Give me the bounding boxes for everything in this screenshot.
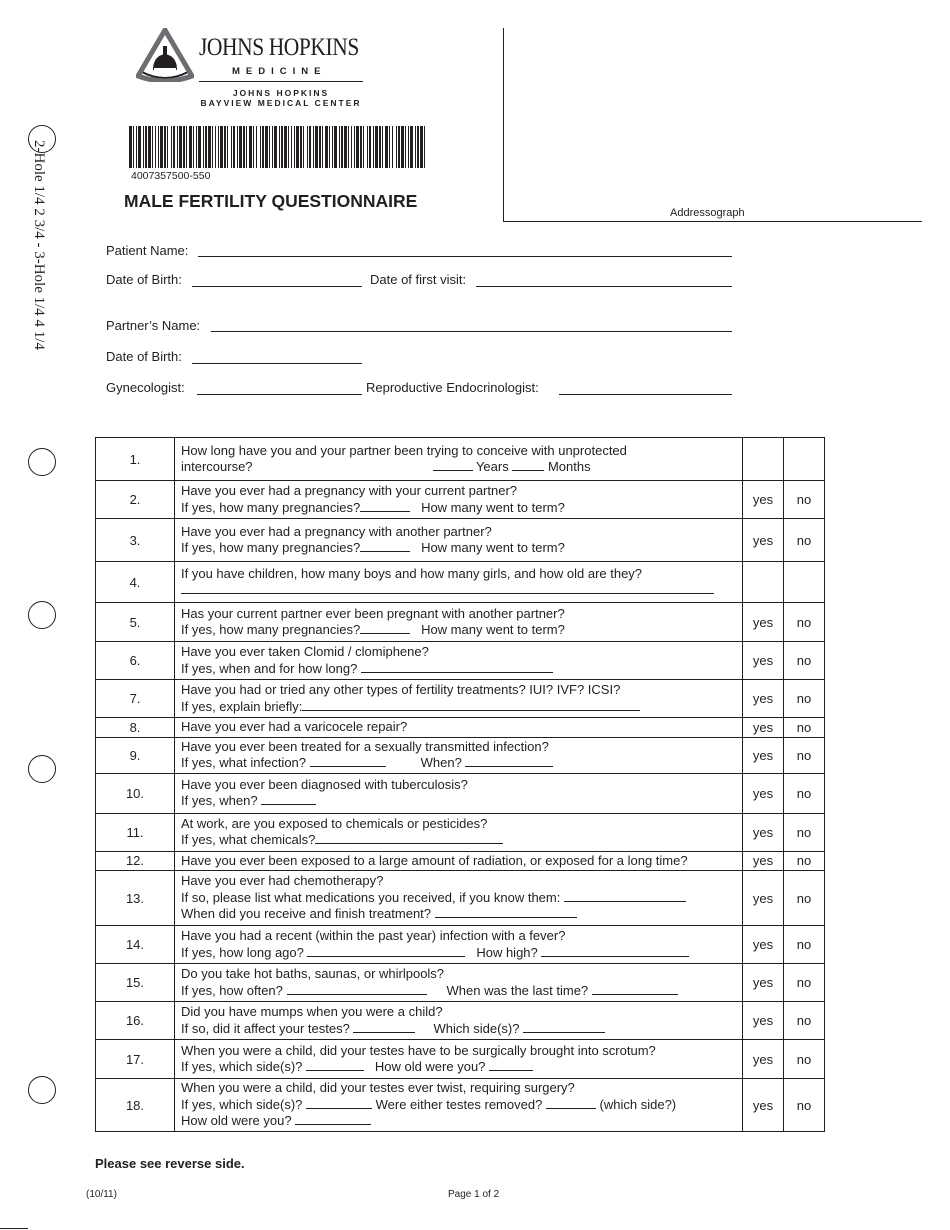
no-option[interactable]: no bbox=[784, 680, 825, 718]
question-row bbox=[96, 773, 825, 813]
barcode-bar bbox=[189, 126, 192, 168]
barcode-bar bbox=[373, 126, 374, 168]
answer-blank[interactable] bbox=[181, 583, 714, 594]
no-option[interactable]: no bbox=[784, 1002, 825, 1040]
question-text: At work, are you exposed to chemicals or pesticides? If yes, what chemicals? bbox=[175, 813, 743, 851]
question-text: How long have you and your partner been trying to conceive with unprotected intercourse? Years Months bbox=[175, 438, 743, 481]
barcode-bar bbox=[315, 126, 318, 168]
binder-hole bbox=[28, 601, 56, 629]
barcode-bar bbox=[158, 126, 159, 168]
yes-option[interactable]: yes bbox=[743, 718, 784, 738]
question-text: Have you ever been treated for a sexually transmitted infection? If yes, what infection? When? bbox=[175, 737, 743, 773]
barcode-bar bbox=[272, 126, 273, 168]
answer-blank[interactable] bbox=[310, 756, 386, 767]
question-number: 16. bbox=[96, 1002, 175, 1040]
barcode-bar bbox=[133, 126, 134, 168]
barcode-bar bbox=[291, 126, 292, 168]
corner-mark bbox=[0, 1228, 28, 1229]
question-text: Have you ever had a pregnancy with another partner? If yes, how many pregnancies? How many went to term? bbox=[175, 519, 743, 562]
yes-option[interactable]: yes bbox=[743, 1040, 784, 1079]
barcode-bar bbox=[401, 126, 404, 168]
binder-hole bbox=[28, 1076, 56, 1104]
barcode-bar bbox=[307, 126, 308, 168]
barcode-bar bbox=[281, 126, 283, 168]
barcode-bar bbox=[392, 126, 393, 168]
question-row bbox=[96, 438, 825, 481]
barcode-bar bbox=[179, 126, 182, 168]
barcode-bar bbox=[382, 126, 383, 168]
question-text: Did you have mumps when you were a child? If so, did it affect your testes? Which side(s)? bbox=[175, 1002, 743, 1040]
first-visit-field[interactable] bbox=[476, 286, 732, 287]
barcode-bar bbox=[177, 126, 178, 168]
addressograph-label: Addressograph bbox=[670, 207, 745, 219]
question-row bbox=[96, 964, 825, 1002]
yes-option[interactable]: yes bbox=[743, 1002, 784, 1040]
barcode-bar bbox=[160, 126, 163, 168]
logo-divider bbox=[199, 81, 363, 82]
barcode bbox=[129, 126, 427, 168]
question-text: Have you ever had chemotherapy? If so, please list what medications you received, if you know them: When did you receive and finish treatment? bbox=[175, 871, 743, 926]
barcode-bar bbox=[212, 126, 213, 168]
yes-option[interactable]: yes bbox=[743, 813, 784, 851]
revision-date: (10/11) bbox=[86, 1189, 117, 1200]
yes-option[interactable]: yes bbox=[743, 519, 784, 562]
gynecologist-label: Gynecologist: bbox=[106, 380, 185, 395]
answer-blank[interactable] bbox=[592, 984, 678, 995]
question-text: Have you ever taken Clomid / clomiphene? If yes, when and for how long? bbox=[175, 642, 743, 680]
barcode-bar bbox=[279, 126, 280, 168]
barcode-bar bbox=[309, 126, 311, 168]
answer-blank[interactable] bbox=[261, 794, 316, 805]
binder-hole bbox=[28, 448, 56, 476]
logo-center-line1: JOHNS HOPKINS bbox=[232, 88, 330, 98]
questionnaire-table bbox=[95, 437, 825, 1132]
barcode-bar bbox=[341, 126, 343, 168]
no-option[interactable]: no bbox=[784, 773, 825, 813]
yes-option[interactable]: yes bbox=[743, 642, 784, 680]
barcode-bar bbox=[196, 126, 197, 168]
answer-blank[interactable] bbox=[546, 1098, 596, 1109]
answer-blank[interactable] bbox=[465, 756, 553, 767]
barcode-bar bbox=[369, 126, 371, 168]
answer-blank[interactable] bbox=[307, 946, 465, 957]
barcode-bar bbox=[329, 126, 330, 168]
yes-option[interactable]: yes bbox=[743, 964, 784, 1002]
barcode-bar bbox=[136, 126, 137, 168]
logo-center-line2: BAYVIEW MEDICAL CENTER bbox=[200, 98, 362, 108]
barcode-bar bbox=[260, 126, 261, 168]
question-row bbox=[96, 519, 825, 562]
barcode-bar bbox=[237, 126, 238, 168]
question-row bbox=[96, 562, 825, 603]
answer-blank[interactable] bbox=[360, 541, 410, 552]
yes-option[interactable]: yes bbox=[743, 603, 784, 642]
barcode-bar bbox=[344, 126, 347, 168]
barcode-bar bbox=[208, 126, 211, 168]
barcode-bar bbox=[415, 126, 416, 168]
no-option[interactable]: no bbox=[784, 519, 825, 562]
partner-name-field[interactable] bbox=[211, 331, 732, 332]
barcode-bar bbox=[220, 126, 223, 168]
question-text: Do you take hot baths, saunas, or whirlpools? If yes, how often? When was the last time? bbox=[175, 964, 743, 1002]
question-row bbox=[96, 603, 825, 642]
question-number: 7. bbox=[96, 680, 175, 718]
barcode-bar bbox=[408, 126, 409, 168]
answer-blank[interactable] bbox=[361, 662, 553, 673]
question-row bbox=[96, 642, 825, 680]
no-option[interactable]: no bbox=[784, 603, 825, 642]
barcode-bar bbox=[138, 126, 141, 168]
question-number: 9. bbox=[96, 737, 175, 773]
question-number: 1. bbox=[96, 438, 175, 481]
repro-endo-field[interactable] bbox=[559, 394, 732, 395]
barcode-bar bbox=[265, 126, 268, 168]
answer-blank[interactable] bbox=[523, 1022, 605, 1033]
no-option[interactable]: no bbox=[784, 1079, 825, 1132]
yes-option[interactable]: yes bbox=[743, 926, 784, 964]
question-row bbox=[96, 680, 825, 718]
barcode-bar bbox=[269, 126, 270, 168]
yes-option[interactable]: yes bbox=[743, 871, 784, 926]
question-row bbox=[96, 481, 825, 519]
answer-blank[interactable] bbox=[295, 1114, 371, 1125]
barcode-bar bbox=[152, 126, 153, 168]
yes-option[interactable]: yes bbox=[743, 773, 784, 813]
partner-dob-field[interactable] bbox=[192, 363, 362, 364]
question-number: 17. bbox=[96, 1040, 175, 1079]
barcode-bar bbox=[294, 126, 295, 168]
logo-wordmark: JOHNS HOPKINS bbox=[199, 34, 359, 61]
reverse-side-note: Please see reverse side. bbox=[95, 1156, 245, 1171]
barcode-bar bbox=[205, 126, 207, 168]
barcode-bar bbox=[332, 126, 333, 168]
barcode-bar bbox=[288, 126, 289, 168]
question-number: 11. bbox=[96, 813, 175, 851]
answer-blank[interactable] bbox=[353, 1022, 415, 1033]
question-row bbox=[96, 871, 825, 926]
barcode-bar bbox=[351, 126, 352, 168]
barcode-bar bbox=[215, 126, 216, 168]
barcode-bar bbox=[231, 126, 232, 168]
barcode-bar bbox=[367, 126, 368, 168]
question-row bbox=[96, 737, 825, 773]
addressograph-box-left bbox=[503, 28, 504, 221]
barcode-bar bbox=[410, 126, 413, 168]
barcode-bar bbox=[227, 126, 228, 168]
partner-name-label: Partner’s Name: bbox=[106, 318, 201, 333]
barcode-bar bbox=[233, 126, 235, 168]
question-text: Have you ever been exposed to a large amount of radiation, or exposed for a long time? bbox=[175, 851, 743, 871]
barcode-bar bbox=[173, 126, 175, 168]
no-option[interactable]: no bbox=[784, 964, 825, 1002]
barcode-bar bbox=[164, 126, 166, 168]
question-text: When you were a child, did your testes have to be surgically brought into scrotum? If yes, which side(s)? How old were you? bbox=[175, 1040, 743, 1079]
barcode-bar bbox=[313, 126, 314, 168]
no-option[interactable]: no bbox=[784, 871, 825, 926]
question-text: Have you ever been diagnosed with tuberculosis? If yes, when? bbox=[175, 773, 743, 813]
answer-blank[interactable] bbox=[541, 946, 689, 957]
question-text: When you were a child, did your testes ever twist, requiring surgery? If yes, which side(s)? Were either testes removed? (which side?) How old were you? bbox=[175, 1079, 743, 1132]
barcode-bar bbox=[246, 126, 247, 168]
question-number: 12. bbox=[96, 851, 175, 871]
answer-blank[interactable] bbox=[287, 984, 427, 995]
no-option[interactable]: no bbox=[784, 813, 825, 851]
barcode-bar bbox=[262, 126, 264, 168]
barcode-bar bbox=[203, 126, 204, 168]
barcode-bar bbox=[356, 126, 359, 168]
barcode-bar bbox=[420, 126, 423, 168]
no-option[interactable]: no bbox=[784, 481, 825, 519]
no-option[interactable]: no bbox=[784, 718, 825, 738]
yes-option[interactable]: yes bbox=[743, 481, 784, 519]
yes-option[interactable]: yes bbox=[743, 680, 784, 718]
barcode-bar bbox=[145, 126, 147, 168]
yes-option[interactable]: yes bbox=[743, 851, 784, 871]
barcode-bar bbox=[239, 126, 242, 168]
partner-dob-label: Date of Birth: bbox=[106, 349, 182, 364]
form-title: MALE FERTILITY QUESTIONNAIRE bbox=[124, 191, 418, 211]
question-row bbox=[96, 1040, 825, 1079]
answer-blank[interactable] bbox=[306, 1098, 372, 1109]
repro-endo-label: Reproductive Endocrinologist: bbox=[366, 380, 539, 395]
barcode-bar bbox=[375, 126, 378, 168]
answer-blank[interactable] bbox=[360, 501, 410, 512]
answer-blank[interactable] bbox=[315, 833, 503, 844]
barcode-bar bbox=[129, 126, 132, 168]
barcode-bar bbox=[193, 126, 194, 168]
barcode-bar bbox=[167, 126, 168, 168]
question-number: 15. bbox=[96, 964, 175, 1002]
barcode-bar bbox=[339, 126, 340, 168]
barcode-bar bbox=[256, 126, 257, 168]
barcode-bar bbox=[155, 126, 156, 168]
barcode-bar bbox=[303, 126, 304, 168]
question-number: 2. bbox=[96, 481, 175, 519]
barcode-bar bbox=[325, 126, 328, 168]
question-text: Have you had a recent (within the past year) infection with a fever? If yes, how long ago? How high? bbox=[175, 926, 743, 964]
question-row bbox=[96, 926, 825, 964]
yes-option[interactable]: yes bbox=[743, 737, 784, 773]
barcode-bar bbox=[284, 126, 287, 168]
hole-punch-guide: 2-Hole 1/4 2 3/4 - 3-Hole 1/4 4 1/4 bbox=[31, 140, 47, 350]
question-number: 14. bbox=[96, 926, 175, 964]
barcode-bar bbox=[379, 126, 381, 168]
hopkins-shield-logo bbox=[136, 28, 194, 82]
barcode-bar bbox=[224, 126, 226, 168]
barcode-bar bbox=[274, 126, 277, 168]
question-text: Have you ever had a pregnancy with your current partner? If yes, how many pregnancies? How many went to term? bbox=[175, 481, 743, 519]
barcode-bar bbox=[296, 126, 299, 168]
question-number: 3. bbox=[96, 519, 175, 562]
barcode-bar bbox=[424, 126, 425, 168]
barcode-bar bbox=[171, 126, 172, 168]
no-option[interactable]: no bbox=[784, 737, 825, 773]
barcode-bar bbox=[143, 126, 144, 168]
question-text: Have you had or tried any other types of fertility treatments? IUI? IVF? ICSI? If yes, explain briefly: bbox=[175, 680, 743, 718]
barcode-bar bbox=[348, 126, 349, 168]
question-number: 6. bbox=[96, 642, 175, 680]
patient-name-field[interactable] bbox=[198, 256, 732, 257]
barcode-bar bbox=[322, 126, 323, 168]
barcode-bar bbox=[249, 126, 252, 168]
barcode-bar bbox=[300, 126, 302, 168]
barcode-bar bbox=[319, 126, 321, 168]
barcode-bar bbox=[396, 126, 397, 168]
question-number: 8. bbox=[96, 718, 175, 738]
dob-label: Date of Birth: bbox=[106, 272, 182, 287]
question-number: 5. bbox=[96, 603, 175, 642]
barcode-number: 4007357500-550 bbox=[131, 170, 211, 182]
answer-blank[interactable] bbox=[306, 1060, 364, 1071]
dob-field[interactable] bbox=[192, 286, 362, 287]
question-text: Has your current partner ever been pregnant with another partner? If yes, how many pregnancies? How many went to term? bbox=[175, 603, 743, 642]
barcode-bar bbox=[363, 126, 364, 168]
answer-blank[interactable] bbox=[360, 623, 410, 634]
barcode-bar bbox=[385, 126, 388, 168]
months-field[interactable] bbox=[512, 460, 544, 471]
question-row bbox=[96, 813, 825, 851]
question-row bbox=[96, 1002, 825, 1040]
barcode-bar bbox=[186, 126, 187, 168]
barcode-bar bbox=[253, 126, 254, 168]
barcode-bar bbox=[334, 126, 337, 168]
addressograph-box-bottom bbox=[503, 221, 922, 222]
answer-blank[interactable] bbox=[302, 700, 640, 711]
barcode-bar bbox=[405, 126, 406, 168]
barcode-bar bbox=[198, 126, 201, 168]
patient-name-label: Patient Name: bbox=[106, 243, 189, 258]
question-number: 10. bbox=[96, 773, 175, 813]
yes-option[interactable]: yes bbox=[743, 1079, 784, 1132]
page-number: Page 1 of 2 bbox=[448, 1189, 500, 1200]
question-number: 18. bbox=[96, 1079, 175, 1132]
answer-blank[interactable] bbox=[435, 907, 577, 918]
barcode-bar bbox=[360, 126, 362, 168]
first-visit-label: Date of first visit: bbox=[370, 272, 467, 287]
barcode-bar bbox=[354, 126, 355, 168]
binder-hole bbox=[28, 755, 56, 783]
gynecologist-field[interactable] bbox=[197, 394, 362, 395]
no-option[interactable]: no bbox=[784, 926, 825, 964]
barcode-bar bbox=[243, 126, 245, 168]
no-option[interactable]: no bbox=[784, 642, 825, 680]
barcode-bar bbox=[417, 126, 419, 168]
question-row bbox=[96, 1079, 825, 1132]
question-text: Have you ever had a varicocele repair? bbox=[175, 718, 743, 738]
question-row bbox=[96, 851, 825, 871]
barcode-bar bbox=[183, 126, 185, 168]
barcode-bar bbox=[389, 126, 390, 168]
answer-blank[interactable] bbox=[489, 1060, 533, 1071]
no-option[interactable]: no bbox=[784, 1040, 825, 1079]
question-text: If you have children, how many boys and how many girls, and how old are they? bbox=[175, 562, 743, 603]
logo-medicine: MEDICINE bbox=[232, 66, 327, 77]
barcode-bar bbox=[398, 126, 400, 168]
years-field[interactable] bbox=[433, 460, 473, 471]
question-number: 13. bbox=[96, 871, 175, 926]
barcode-bar bbox=[148, 126, 151, 168]
no-option[interactable]: no bbox=[784, 851, 825, 871]
answer-blank[interactable] bbox=[564, 891, 686, 902]
question-number: 4. bbox=[96, 562, 175, 603]
question-row bbox=[96, 718, 825, 738]
barcode-bar bbox=[218, 126, 219, 168]
